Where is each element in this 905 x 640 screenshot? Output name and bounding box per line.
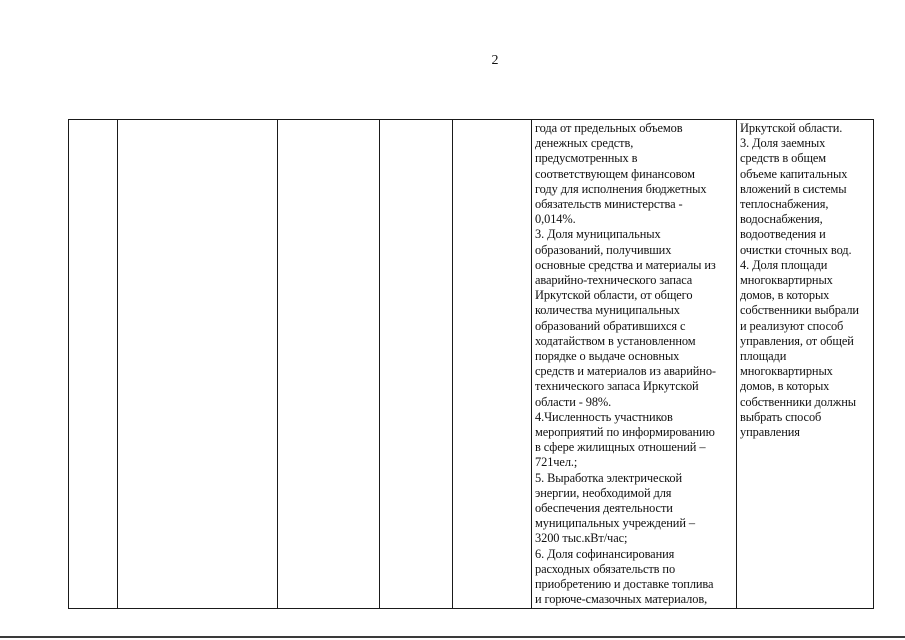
indicators-cell — [737, 120, 874, 609]
table-row — [69, 120, 874, 609]
table-cell-5 — [453, 120, 532, 609]
scan-edge-line — [0, 636, 905, 638]
table-cell-4 — [380, 120, 453, 609]
indicators-text: Иркутской области. 3. Доля заемных средств в общем объеме капитальных вложений в системы теплоснабжения, водоснабжения, водоотведения и очистки сточных вод. 4. Доля площади многоквартирных домов, в которых собственники выбрали и реализуют способ управления, от общей площади многоквартирных домов, в которых собственники должны выбрать способ управления — [740, 121, 859, 440]
table-cell-1 — [69, 120, 118, 609]
document-table — [68, 119, 874, 609]
targets-text: года от предельных объемов денежных средств, предусмотренных в соответствующем финансовом году для исполнения бюджетных обязательств министерства - 0,014%. 3. Доля муниципальных образований, получивших основные средства и материалы из аварийно-технического запаса Иркутской области, от общего количества муниципальных образований обратившихся с ходатайством в установленном порядке о выдаче основных средств и материалов из аварийно- технического запаса Иркутской области - 98%. 4.Численность участников мероприятий по информированию в сфере жилищных отношений – 721чел.; 5. Выработка электрической энергии, необходимой для обеспечения деятельности муниципальных учреждений – 3200 тыс.кВт/час; 6. Доля софинансирования расходных обязательств по приобретению и доставке топлива и горюче-смазочных материалов, — [535, 121, 716, 607]
table-cell-3 — [278, 120, 380, 609]
targets-cell — [532, 120, 737, 609]
page-number: 2 — [491, 53, 499, 68]
table-cell-2 — [118, 120, 278, 609]
